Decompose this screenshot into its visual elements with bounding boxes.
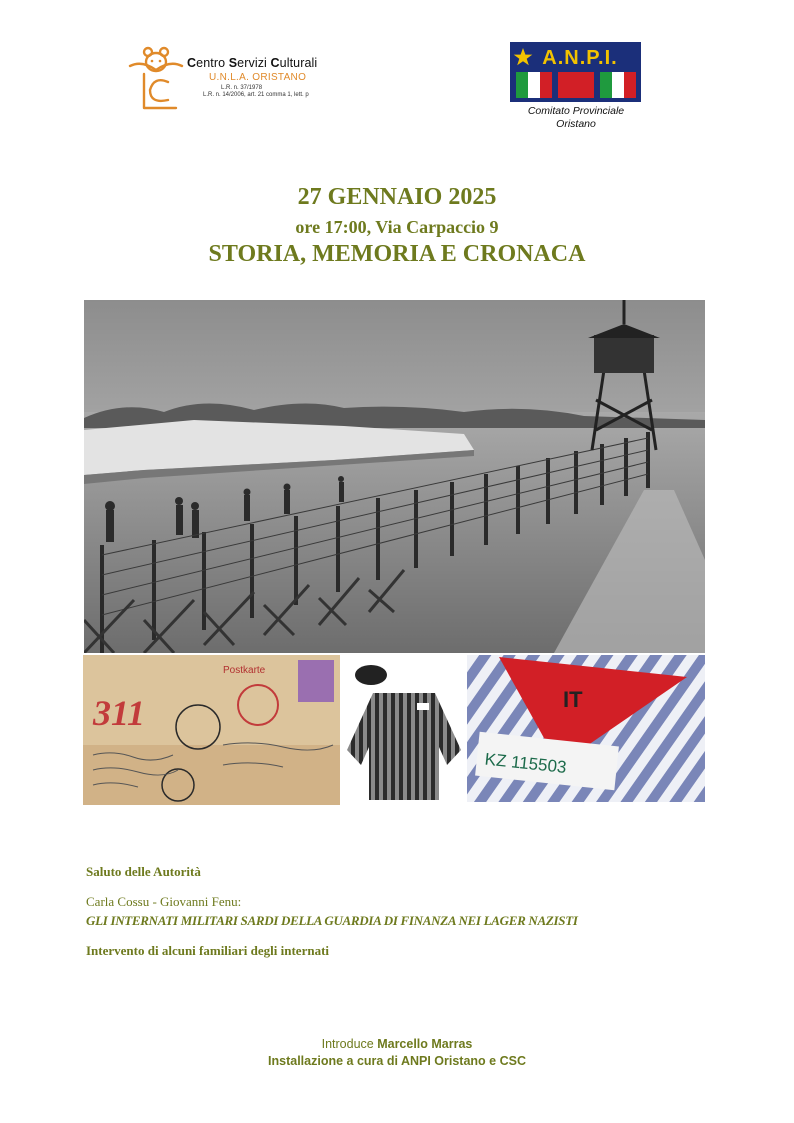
event-date: 27 GENNAIO 2025 (297, 184, 497, 210)
csc-bear-book-logo (126, 42, 186, 112)
anpi-logo-text: A.N.P.I. (542, 47, 618, 69)
event-time-place: ore 17:00, Via Carpaccio 9 (295, 217, 499, 237)
postcard-label: Postkarte (223, 665, 266, 676)
csc-subtitle: U.N.L.A. ORISTANO (209, 72, 307, 83)
csc-law-2: L.R. n. 14/2006, art. 21 comma 1, lett. p (203, 92, 309, 98)
footer-introduce (0, 1037, 794, 1051)
prisoner-tag: KZ 115503 (483, 749, 568, 778)
footer-introduce-name: Marcello Marras (377, 1037, 473, 1051)
footer-installation: Installazione a cura di ANPI Oristano e CSC (268, 1054, 526, 1068)
anpi-caption-line1: Comitato Provinciale (527, 105, 625, 117)
camp-photo (84, 300, 705, 653)
program-item-greetings: Saluto delle Autorità (86, 864, 201, 879)
postcard-number: 311 (93, 693, 146, 733)
csc-law-1: L.R. n. 37/1978 (221, 85, 263, 91)
striped-uniform-photo (343, 655, 465, 805)
red-triangle-badge-photo (467, 655, 705, 802)
event-title: STORIA, MEMORIA E CRONACA (208, 241, 586, 267)
program-talk-title: GLI INTERNATI MILITARI SARDI DELLA GUARDIA DI FINANZA NEI LAGER NAZISTI (86, 913, 578, 928)
anpi-caption-line2: Oristano (556, 118, 596, 130)
triangle-label: IT (563, 687, 583, 712)
csc-text-block (187, 56, 317, 99)
csc-title: Centro Servizi Culturali (187, 56, 318, 70)
anpi-logo (510, 42, 641, 102)
anpi-caption (496, 105, 656, 131)
footer-introduce-prefix: Introduce (321, 1037, 378, 1051)
postcard-photo (83, 655, 340, 805)
program-item-families: Intervento di alcuni familiari degli internati (86, 943, 330, 958)
program-speakers: Carla Cossu - Giovanni Fenu: (86, 894, 242, 909)
